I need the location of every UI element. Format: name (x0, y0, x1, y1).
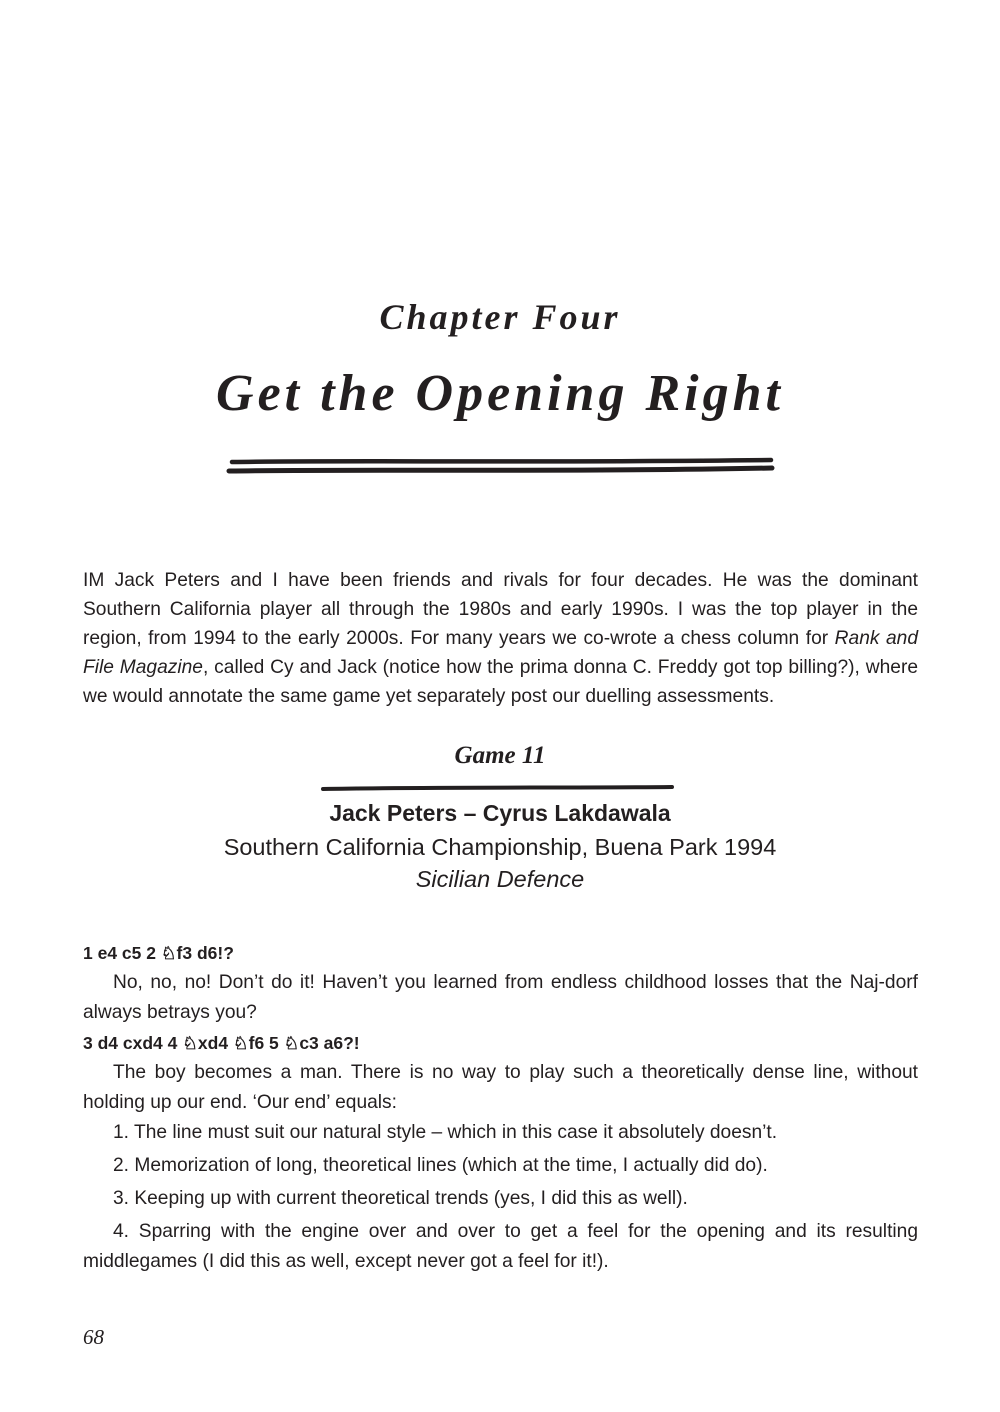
list-item: 2. Memorization of long, theoretical lines (which at the time, I actually did do). (113, 1155, 768, 1176)
page-number: 68 (83, 1325, 104, 1349)
chapter-title: Get the Opening Right (216, 365, 784, 422)
move-sequence: 3 d4 cxd4 4 ♘xd4 ♘f6 5 ♘c3 a6?! (83, 1033, 360, 1053)
game-annotations (83, 938, 918, 1280)
intro-text-start: IM Jack Peters and I have been friends and rivals for four decades. He was the dominant Southern California player all through the 1980s and early 1990s. I was the top player in the region, from 1994 to the early 2000s. For many years we co-wrote a chess column for (83, 570, 918, 649)
intro-paragraph (83, 566, 918, 711)
annotation-paragraph: No, no, no! Don’t do it! Haven’t you learned from endless childhood losses that the Naj-dorf always betrays you? (83, 972, 918, 1023)
game-number: Game 11 (454, 742, 546, 769)
list-item: 1. The line must suit our natural style – which in this case it absolutely doesn’t. (113, 1122, 778, 1143)
list-item: 3. Keeping up with current theoretical trends (yes, I did this as well). (113, 1188, 688, 1209)
game-event: Southern California Championship, Buena Park 1994 (223, 834, 777, 860)
game-players: Jack Peters – Cyrus Lakdawala (329, 800, 671, 826)
annotation-paragraph: The boy becomes a man. There is no way to play such a theoretically dense line, without holding up our end. ‘Our end’ equals: (83, 1062, 918, 1113)
game-rule (320, 782, 676, 794)
list-item: 4. Sparring with the engine over and over to get a feel for the opening and its resulting middlegames (I did this as well, except never got a feel for it!). (83, 1221, 918, 1272)
title-double-rule (226, 454, 776, 480)
move-sequence: 1 e4 c5 2 ♘f3 d6!? (83, 943, 234, 963)
game-opening: Sicilian Defence (415, 866, 585, 892)
intro-text-end: , called Cy and Jack (notice how the prima donna C. Freddy got top billing?), where we would annotate the same game yet separately post our duelling assessments. (83, 657, 919, 707)
chapter-number: Chapter Four (379, 297, 621, 337)
magazine-title: Rank and File Magazine (83, 628, 918, 678)
